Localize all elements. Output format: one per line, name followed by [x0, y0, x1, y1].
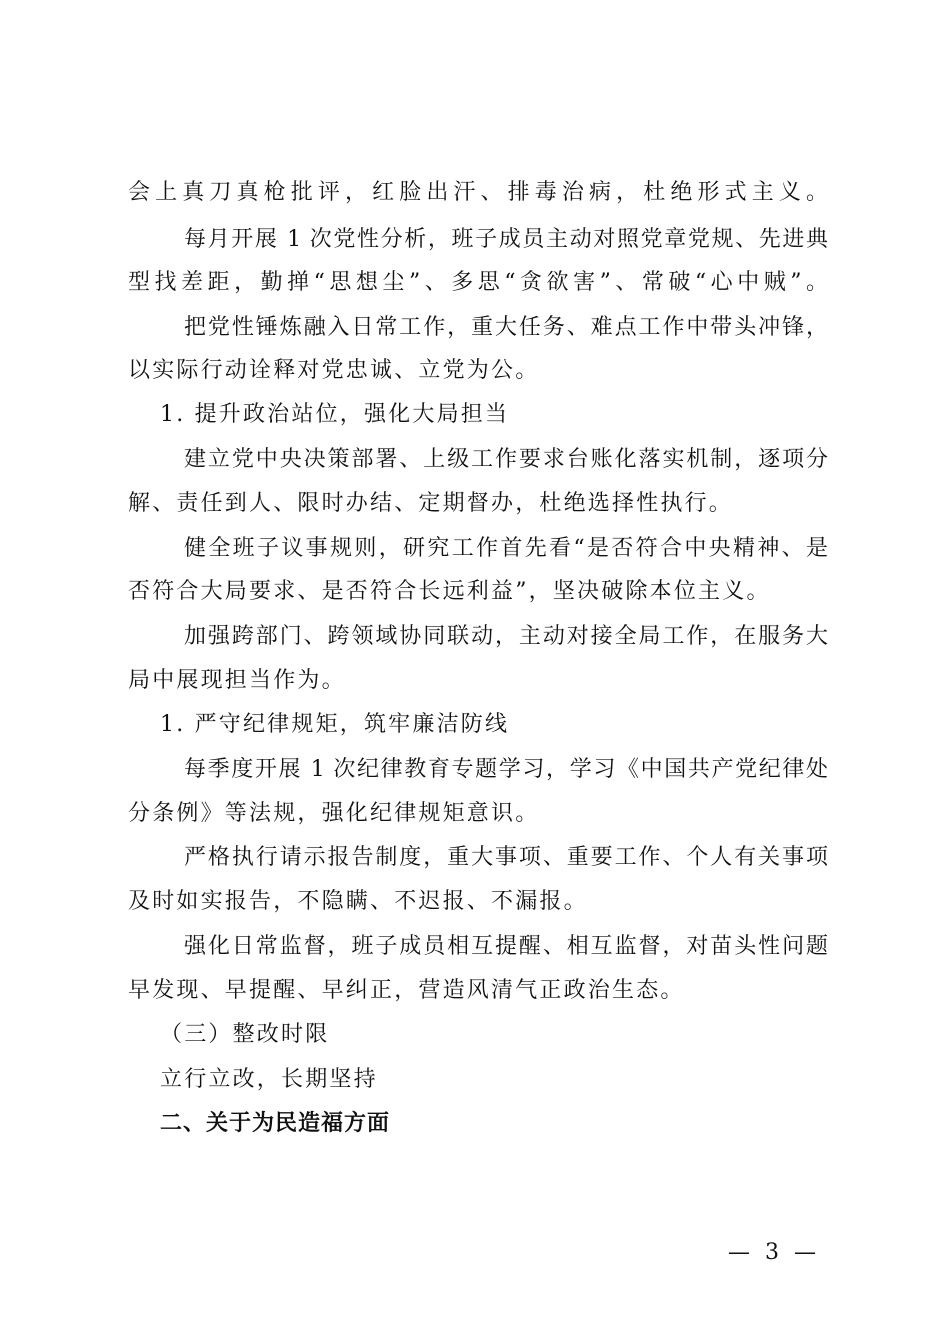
paragraph-line: 早发现、早提醒、早纠正，营造风清气正政治生态。: [128, 978, 685, 1003]
paragraph-line: 强化日常监督，班子成员相互提醒、相互监督，对苗头性问题: [184, 934, 828, 959]
page-number: — 3 —: [728, 1240, 820, 1265]
paragraph-line: 解、责任到人、限时办结、定期督办，杜绝选择性执行。: [128, 491, 734, 516]
paragraph-line: 以实际行动诠释对党忠诚、立党为公。: [128, 358, 540, 383]
paragraph-line: 健全班子议事规则，研究工作首先看“是否符合中央精神、是: [184, 536, 828, 561]
paragraph-line: 每季度开展 1 次纪律教育专题学习，学习《中国共产党纪律处: [184, 757, 828, 782]
paragraph-line: 建立党中央决策部署、上级工作要求台账化落实机制，逐项分: [184, 447, 828, 472]
paragraph-line: 及时如实报告，不隐瞒、不迟报、不漏报。: [128, 889, 588, 914]
paragraph-line: 每月开展 1 次党性分析，班子成员主动对照党章党规、先进典: [184, 227, 828, 252]
paragraph-line: 型找差距，勤掸“思想尘”、多思“贪欲害”、常破“心中贼”。: [128, 270, 828, 295]
paragraph-line: 严格执行请示报告制度，重大事项、重要工作、个人有关事项: [184, 845, 828, 870]
section-heading: 1. 严守纪律规矩，筑牢廉洁防线: [160, 712, 510, 737]
section-heading: 1. 提升政治站位，强化大局担当: [160, 402, 510, 427]
paragraph-line: 会上真刀真枪批评，红脸出汗、排毒治病，杜绝形式主义。: [128, 180, 828, 205]
paragraph-line: 局中展现担当作为。: [128, 668, 346, 693]
paragraph-line: 把党性锤炼融入日常工作，重大任务、难点工作中带头冲锋，: [184, 315, 828, 340]
paragraph-line: 分条例》等法规，强化纪律规矩意识。: [128, 801, 540, 826]
chapter-heading: 二、关于为民造福方面: [160, 1111, 391, 1136]
subsection-heading: （三）整改时限: [160, 1022, 330, 1047]
paragraph-line: 否符合大局要求、是否符合长远利益”，坚决破除本位主义。: [128, 579, 771, 604]
paragraph-line: 立行立改，长期坚持: [160, 1067, 378, 1092]
paragraph-line: 加强跨部门、跨领域协同联动，主动对接全局工作，在服务大: [184, 624, 828, 649]
